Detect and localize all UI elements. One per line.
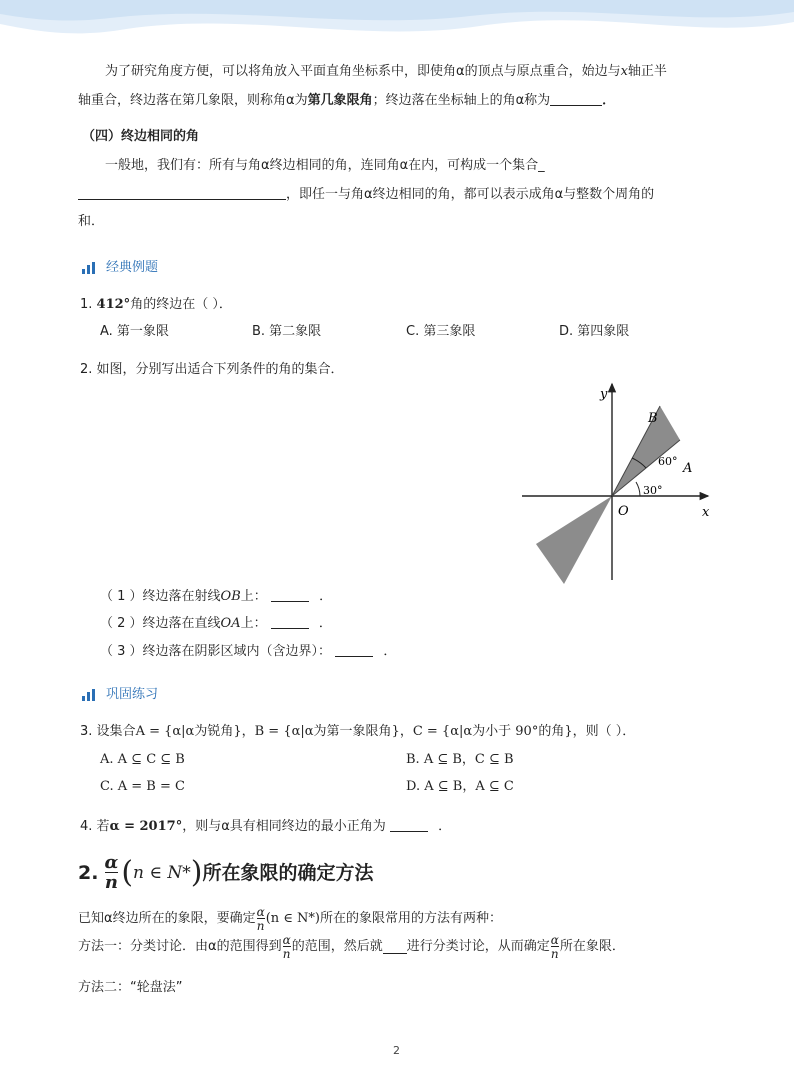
method-text: 方法一：分类讨论．由α的范围得到	[78, 939, 282, 955]
q3-option-b[interactable]: B. A ⊆ B，C ⊆ B	[406, 752, 514, 767]
answer-blank[interactable]	[335, 643, 373, 657]
frac-denominator: n	[104, 872, 118, 893]
label-x: x	[702, 505, 710, 520]
sub-text: （ 2 ）终边落在直线	[100, 616, 221, 631]
bar-chart-icon	[82, 689, 96, 701]
practice-title: 巩固练习	[106, 687, 159, 702]
q3-option-d[interactable]: D. A ⊆ B，A ⊆ C	[406, 779, 514, 794]
n-in-n-star: n ∈ N*	[133, 862, 191, 883]
ray-ob-var: OB	[220, 589, 241, 604]
question-text: 如图，分别写出适合下列条件的角的集合．	[96, 362, 344, 377]
frac-denominator: n	[550, 947, 559, 961]
label-60-degrees: 60°	[658, 455, 678, 468]
set-answer-blank[interactable]	[78, 186, 286, 200]
method-text: 的范围，然后就	[291, 939, 383, 955]
intro-text: ；终边落在坐标轴上的角α称为	[372, 93, 551, 108]
sub-text: （ 1 ）终边落在射线	[100, 589, 221, 604]
section-4-line-3: 和．	[78, 214, 105, 229]
intro-line-1	[105, 64, 667, 80]
set-b: B = {α|α为第一象限角}	[254, 724, 400, 739]
q2-sub-3	[100, 643, 396, 660]
method-text: 所在的象限常用的方法有两种：	[319, 911, 502, 927]
sub-text: 上：	[240, 589, 267, 604]
q1-option-a[interactable]: A. 第一象限	[100, 324, 169, 339]
intro-text: 轴重合，终边落在第几象限，则称角α为	[78, 93, 308, 108]
question-text: 角的终边在（ ）．	[130, 297, 232, 312]
sub-text: 上：	[240, 616, 267, 631]
question-3	[80, 724, 635, 740]
alpha-over-n-fraction	[104, 854, 118, 892]
period: ．	[319, 589, 333, 604]
separator: ，	[241, 724, 255, 739]
bold-term: 第几象限角	[307, 93, 373, 108]
arc-30	[636, 482, 640, 496]
answer-blank[interactable]	[271, 615, 309, 629]
method-text: 所在象限．	[559, 939, 625, 955]
q1-option-b[interactable]: B. 第二象限	[252, 324, 322, 339]
label-o: O	[618, 504, 629, 519]
answer-blank[interactable]	[550, 92, 602, 106]
alpha-expression: α = 2017°	[109, 819, 183, 834]
frac-numerator: α	[550, 933, 559, 947]
sub-text: （ 3 ）终边落在阴影区域内（含边界）：	[100, 644, 332, 659]
shaded-region-first-quadrant	[612, 406, 680, 496]
x-axis-var: x	[620, 64, 628, 79]
alpha-over-n-fraction	[257, 906, 265, 932]
method-text: 已知α终边所在的象限，要确定	[78, 911, 256, 927]
period: ．	[438, 819, 452, 834]
set-a: A = {α|α为锐角}	[135, 724, 242, 739]
question-text: ，则（ ）．	[572, 724, 636, 739]
question-number: 3.	[80, 724, 93, 739]
label-y: y	[600, 387, 608, 402]
intro-line-2	[78, 92, 615, 109]
question-number: 1.	[80, 297, 93, 312]
section-4-title: （四）终边相同的角	[82, 129, 200, 144]
angle-value: 412°	[96, 297, 131, 312]
method-text: 进行分类讨论，从而确定	[406, 939, 550, 955]
answer-blank[interactable]	[271, 588, 309, 602]
period: ．	[602, 93, 616, 108]
q1-option-c[interactable]: C. 第三象限	[406, 324, 476, 339]
method-line-1	[78, 906, 502, 932]
frac-numerator: α	[282, 933, 291, 947]
q1-option-d[interactable]: D. 第四象限	[559, 324, 630, 339]
angle-figure	[520, 378, 720, 584]
question-text: 若	[96, 819, 110, 834]
q2-sub-1	[100, 588, 332, 605]
method-heading	[78, 850, 373, 896]
alpha-over-n-fraction	[551, 934, 559, 960]
frac-numerator: α	[256, 905, 265, 919]
question-1	[80, 297, 232, 313]
intro-text: 为了研究角度方便，可以将角放入平面直角坐标系中，即使角α的顶点与原点重合，始边与	[105, 64, 621, 79]
right-paren: )	[190, 855, 203, 890]
question-text: 设集合	[96, 724, 136, 739]
method-line-3: 方法二：“轮盘法”	[78, 980, 183, 995]
period: ．	[383, 644, 397, 659]
label-30-degrees: 30°	[643, 484, 663, 497]
section-4-line-2	[78, 186, 654, 203]
question-2	[80, 362, 344, 378]
frac-denominator: n	[256, 919, 265, 933]
left-paren: (	[121, 855, 134, 890]
header-wave-decoration	[0, 0, 794, 60]
answer-blank[interactable]	[383, 940, 407, 954]
examples-title: 经典例题	[106, 260, 159, 275]
n-in-n-star: (n ∈ N*)	[265, 911, 320, 927]
set-c: C = {α|α为小于 90°的角}	[412, 724, 573, 739]
q2-sub-2	[100, 615, 332, 632]
q3-option-c[interactable]: C. A = B = C	[100, 779, 185, 794]
frac-numerator: α	[104, 852, 119, 873]
intro-text: 轴正半	[627, 64, 667, 79]
question-text: ，则与α具有相同终边的最小正角为	[182, 819, 386, 834]
separator: ，	[399, 724, 413, 739]
q3-option-a[interactable]: A. A ⊆ C ⊆ B	[100, 752, 185, 767]
shaded-region-third-quadrant	[536, 496, 612, 584]
frac-denominator: n	[282, 947, 291, 961]
question-number: 2.	[80, 362, 93, 377]
section-4-text: ，即任一与角α终边相同的角，都可以表示成角α与整数个周角的	[286, 187, 655, 202]
method-line-2	[78, 934, 625, 960]
bar-chart-icon	[82, 262, 96, 274]
question-4	[80, 818, 451, 835]
period: ．	[318, 616, 332, 631]
heading-text: 所在象限的确定方法	[202, 861, 374, 884]
alpha-over-n-fraction	[283, 934, 291, 960]
heading-number: 2.	[78, 861, 99, 884]
section-4-line-1: 一般地，我们有：所有与角α终边相同的角，连同角α在内，可构成一个集合_	[105, 158, 545, 173]
label-a: A	[683, 461, 693, 476]
page-number: 2	[393, 1044, 400, 1057]
answer-blank[interactable]	[390, 818, 428, 832]
label-b: B	[648, 411, 658, 426]
question-number: 4.	[80, 819, 93, 834]
line-oa-var: OA	[220, 616, 241, 631]
